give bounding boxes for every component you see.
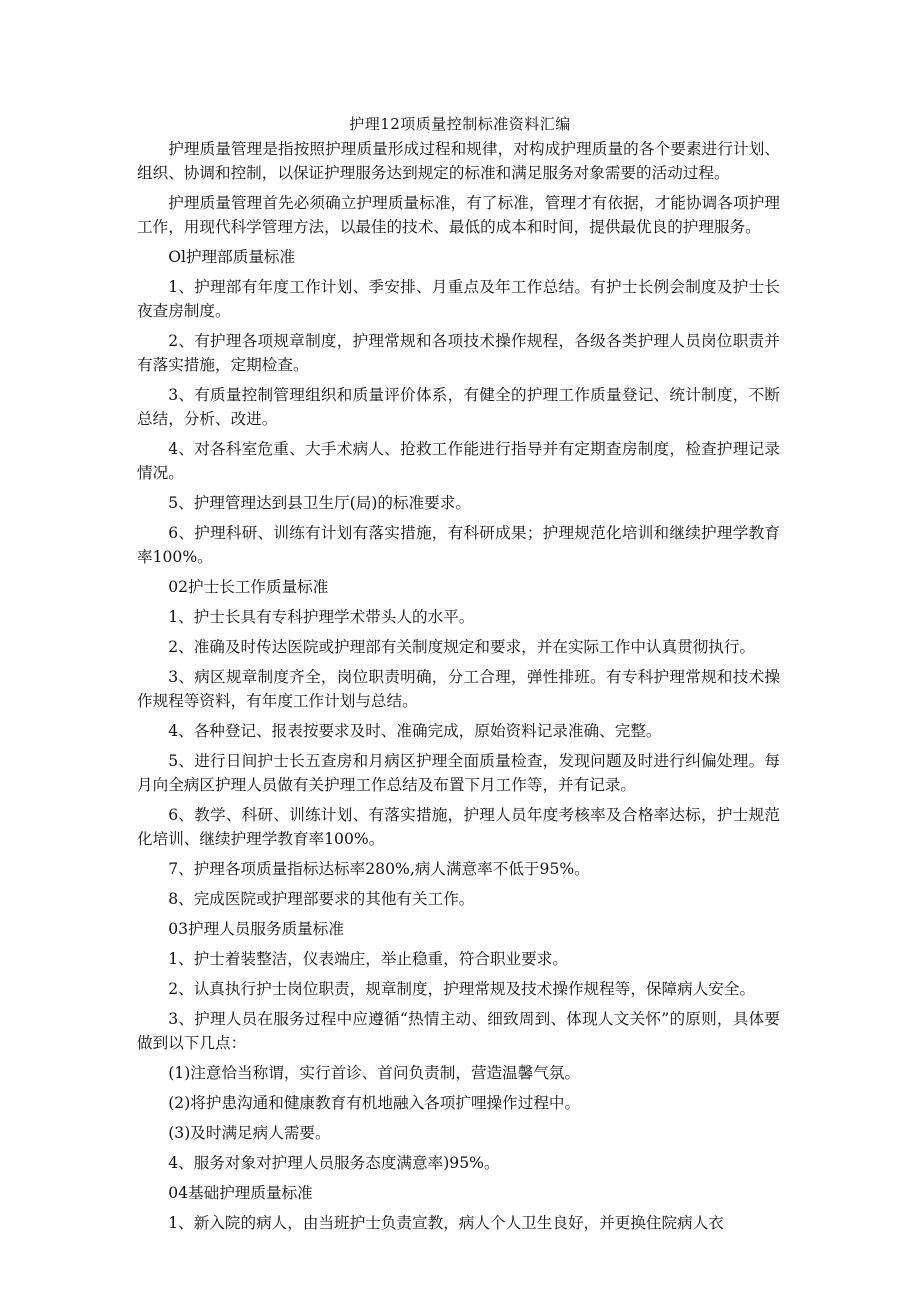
paragraph: 1、护士着装整洁，仪表端庄，举止稳重，符合职业要求。 <box>168 950 568 968</box>
paragraph: 2、有护理各项规章制度，护理常规和各项技术操作规程，各级各类护理人员岗位职责并有落实措施，定期检查。 <box>137 332 780 374</box>
paragraph: 2、准确及时传达医院或护理部有关制度规定和要求，并在实际工作中认真贯彻执行。 <box>168 638 756 656</box>
paragraph: 1、新入院的病人，由当班护士负责宣教，病人个人卫生良好，并更换住院病人衣 <box>168 1214 724 1232</box>
paragraph: 3、护理人员在服务过程中应遵循“热情主动、细致周到、体现人文关怀”的原则，具体要做到以下几点： <box>137 1010 780 1052</box>
paragraph: (1)注意恰当称谓，实行首诊、首问负责制，营造温馨气氛。 <box>168 1064 581 1082</box>
paragraph: 6、教学、科研、训练计划、有落实措施，护理人员年度考核率及合格率达标，护士规范化培训、继续护理学教育率100%。 <box>137 806 780 848</box>
paragraph: 6、护理科研、训练有计划有落实措施，有科研成果；护理规范化培训和继续护理学教育率100%。 <box>137 524 780 566</box>
paragraph: 4、各种登记、报表按要求及时、准确完成，原始资料记录准确、完整。 <box>168 722 662 740</box>
paragraph: 2、认真执行护士岗位职责，规章制度，护理常规及技术操作规程等，保障病人安全。 <box>168 980 756 998</box>
paragraph: 3、病区规章制度齐全，岗位职责明确，分工合理，弹性排班。有专科护理常规和技术操作规程等资料，有年度工作计划与总结。 <box>137 668 780 710</box>
paragraph: 3、有质量控制管理组织和质量评价体系，有健全的护理工作质量登记、统计制度，不断总结，分析、改进。 <box>137 386 780 428</box>
paragraph: 8、完成医院或护理部要求的其他有关工作。 <box>168 890 475 908</box>
section-heading: 03护理人员服务质量标准 <box>168 920 344 938</box>
paragraph: 4、对各科室危重、大手术病人、抢救工作能进行指导并有定期查房制度，检查护理记录情况。 <box>137 440 780 482</box>
paragraph: 4、服务对象对护理人员服务态度满意率)95%。 <box>168 1154 500 1172</box>
document-body <box>137 137 780 1235</box>
section-heading: Ol护理部质量标准 <box>168 248 296 266</box>
paragraph: 护理质量管理首先必须确立护理质量标准，有了标准，管理才有依据，才能协调各项护理工作，用现代科学管理方法，以最佳的技术、最低的成本和时间，提供最优良的护理服务。 <box>137 194 780 236</box>
paragraph: 7、护理各项质量指标达标率280%,病人满意率不低于95%。 <box>168 860 590 878</box>
paragraph: 护理质量管理是指按照护理质量形成过程和规律，对构成护理质量的各个要素进行计划、组织、协调和控制，以保证护理服务达到规定的标准和满足服务对象需要的活动过程。 <box>137 140 780 182</box>
document-title: 护理12项质量控制标准资料汇编 <box>349 115 571 133</box>
section-heading: 04基础护理质量标准 <box>168 1184 313 1202</box>
section-heading: 02护士长工作质量标准 <box>168 578 329 596</box>
paragraph: 1、护士长具有专科护理学术带头人的水平。 <box>168 608 475 626</box>
paragraph: 5、进行日间护士长五查房和月病区护理全面质量检查，发现问题及时进行纠偏处理。每月向全病区护理人员做有关护理工作总结及布置下月工作等，并有记录。 <box>137 752 780 794</box>
paragraph: (3)及时满足病人需要。 <box>168 1124 331 1142</box>
paragraph: 5、护理管理达到县卫生厅(局)的标准要求。 <box>168 494 471 512</box>
paragraph: 1、护理部有年度工作计划、季安排、月重点及年工作总结。有护士长例会制度及护士长夜查房制度。 <box>137 278 780 320</box>
paragraph: (2)将护患沟通和健康教育有机地融入各项扩哩操作过程中。 <box>168 1094 581 1112</box>
